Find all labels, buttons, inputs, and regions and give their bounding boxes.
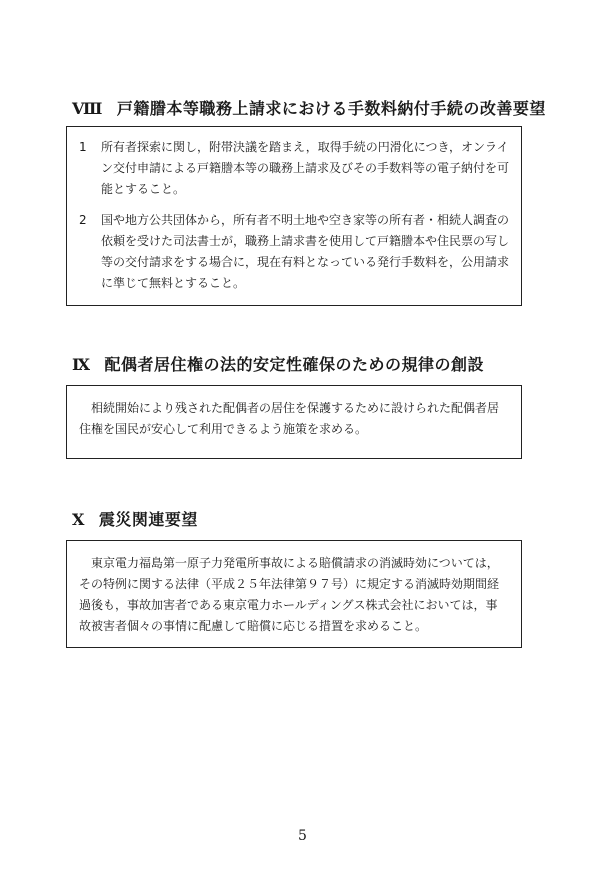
item-number: 1 bbox=[79, 140, 87, 154]
section-8-number: Ⅷ bbox=[72, 99, 103, 118]
section-10-text: 東京電力福島第一原子力発電所事故による賠償請求の消滅時効については，その特例に関する法律（平成２５年法律第９７号）に規定する消滅時効期間経過後も，事故加害者である東京電力ホールディングス株式会社においては，事故被害者個々の事情に配慮して賠償に応じる措置を求めること。 bbox=[79, 556, 500, 633]
section-10-number: Ⅹ bbox=[72, 510, 85, 529]
item-number: 2 bbox=[79, 213, 87, 227]
section-10-title: 震災関連要望 bbox=[98, 510, 198, 529]
section-9-box bbox=[66, 385, 522, 459]
item-text: 国や地方公共団体から，所有者不明土地や空き家等の所有者・相続人調査の依頼を受けた司法書士が，職務上請求書を使用して戸籍謄本や住民票の写し等の交付請求をする場合に，現在有料となっている発行手数料を，公用請求に準じて無料とすること。 bbox=[101, 213, 510, 290]
section-8-item-2 bbox=[79, 210, 509, 294]
section-9-number: Ⅸ bbox=[72, 355, 91, 374]
section-10-heading bbox=[72, 507, 198, 530]
section-8-title: 戸籍謄本等職務上請求における手数料納付手続の改善要望 bbox=[116, 99, 546, 118]
page-number: 5 bbox=[298, 828, 307, 844]
section-9-heading bbox=[72, 352, 484, 375]
section-9-text: 相続開始により残された配偶者の居住を保護するために設けられた配偶者居住権を国民が安心して利用できるよう施策を求める。 bbox=[79, 401, 500, 436]
section-8-item-1 bbox=[79, 137, 509, 200]
section-8-box bbox=[66, 126, 522, 306]
section-9-title: 配偶者居住権の法的安定性確保のための規律の創設 bbox=[104, 355, 485, 374]
item-text: 所有者探索に関し，附帯決議を踏まえ，取得手続の円滑化につき，オンライン交付申請による戸籍謄本等の職務上請求及びその手数料等の電子納付を可能とすること。 bbox=[101, 140, 510, 196]
section-8-heading bbox=[72, 96, 546, 119]
section-10-box bbox=[66, 540, 522, 648]
